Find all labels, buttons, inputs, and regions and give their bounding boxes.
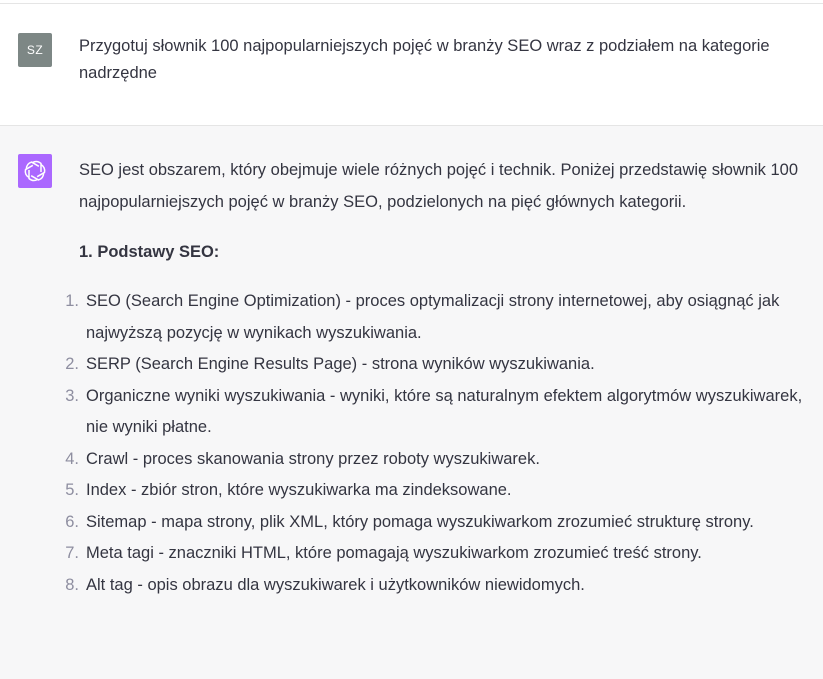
list-item — [65, 570, 814, 602]
list-item-number: 7. — [65, 544, 79, 562]
list-item-text: SERP (Search Engine Results Page) - strona wyników wyszukiwania. — [86, 355, 595, 373]
user-avatar: SZ — [18, 33, 52, 67]
terms-list — [65, 286, 814, 601]
openai-logo-icon — [18, 154, 52, 188]
assistant-intro-text: SEO jest obszarem, który obejmuje wiele różnych pojęć i technik. Poniżej przedstawię słownik 100 najpopularniejszych pojęć w branży SEO, podzielonych na pięć głównych kategorii. — [79, 161, 798, 211]
section-title: 1. Podstawy SEO: — [79, 243, 220, 261]
assistant-message-row — [0, 126, 823, 679]
list-item-text: Alt tag - opis obrazu dla wyszukiwarek i użytkowników niewidomych. — [86, 575, 585, 594]
list-item — [65, 475, 814, 507]
list-item-text: Index - zbiór stron, które wyszukiwarka ma zindeksowane. — [86, 481, 512, 499]
list-item — [65, 286, 814, 349]
list-item — [65, 507, 814, 539]
user-message-row — [0, 4, 823, 126]
list-item-text: Crawl - proces skanowania strony przez roboty wyszukiwarek. — [86, 449, 540, 468]
list-item-number: 3. — [65, 386, 79, 405]
list-item-text: Organiczne wyniki wyszukiwania - wyniki, które są naturalnym efektem algorytmów wyszukiwarek, nie wyniki płatne. — [86, 386, 803, 436]
list-item-text: Sitemap - mapa strony, plik XML, który pomaga wyszukiwarkom zrozumieć strukturę strony. — [86, 512, 754, 531]
list-item-text: Meta tagi - znaczniki HTML, które pomagają wyszukiwarkom zrozumieć treść strony. — [86, 544, 702, 562]
list-item-number: 6. — [65, 512, 79, 531]
list-item — [65, 444, 814, 476]
list-item-number: 8. — [65, 575, 79, 594]
user-message-text: Przygotuj słownik 100 najpopularniejszych pojęć w branży SEO wraz z podziałem na kategorie nadrzędne — [79, 37, 770, 82]
list-item-number: 1. — [65, 292, 79, 310]
list-item — [65, 349, 814, 381]
list-item-number: 4. — [65, 449, 79, 468]
list-item-number: 2. — [65, 355, 79, 373]
list-item — [65, 538, 814, 570]
list-item-number: 5. — [65, 481, 79, 499]
list-item — [65, 381, 814, 444]
list-item-text: SEO (Search Engine Optimization) - proces optymalizacji strony internetowej, aby osiągnąć jak najwyższą pozycję w wynikach wyszukiwania. — [86, 292, 780, 342]
assistant-message-content — [65, 155, 814, 601]
